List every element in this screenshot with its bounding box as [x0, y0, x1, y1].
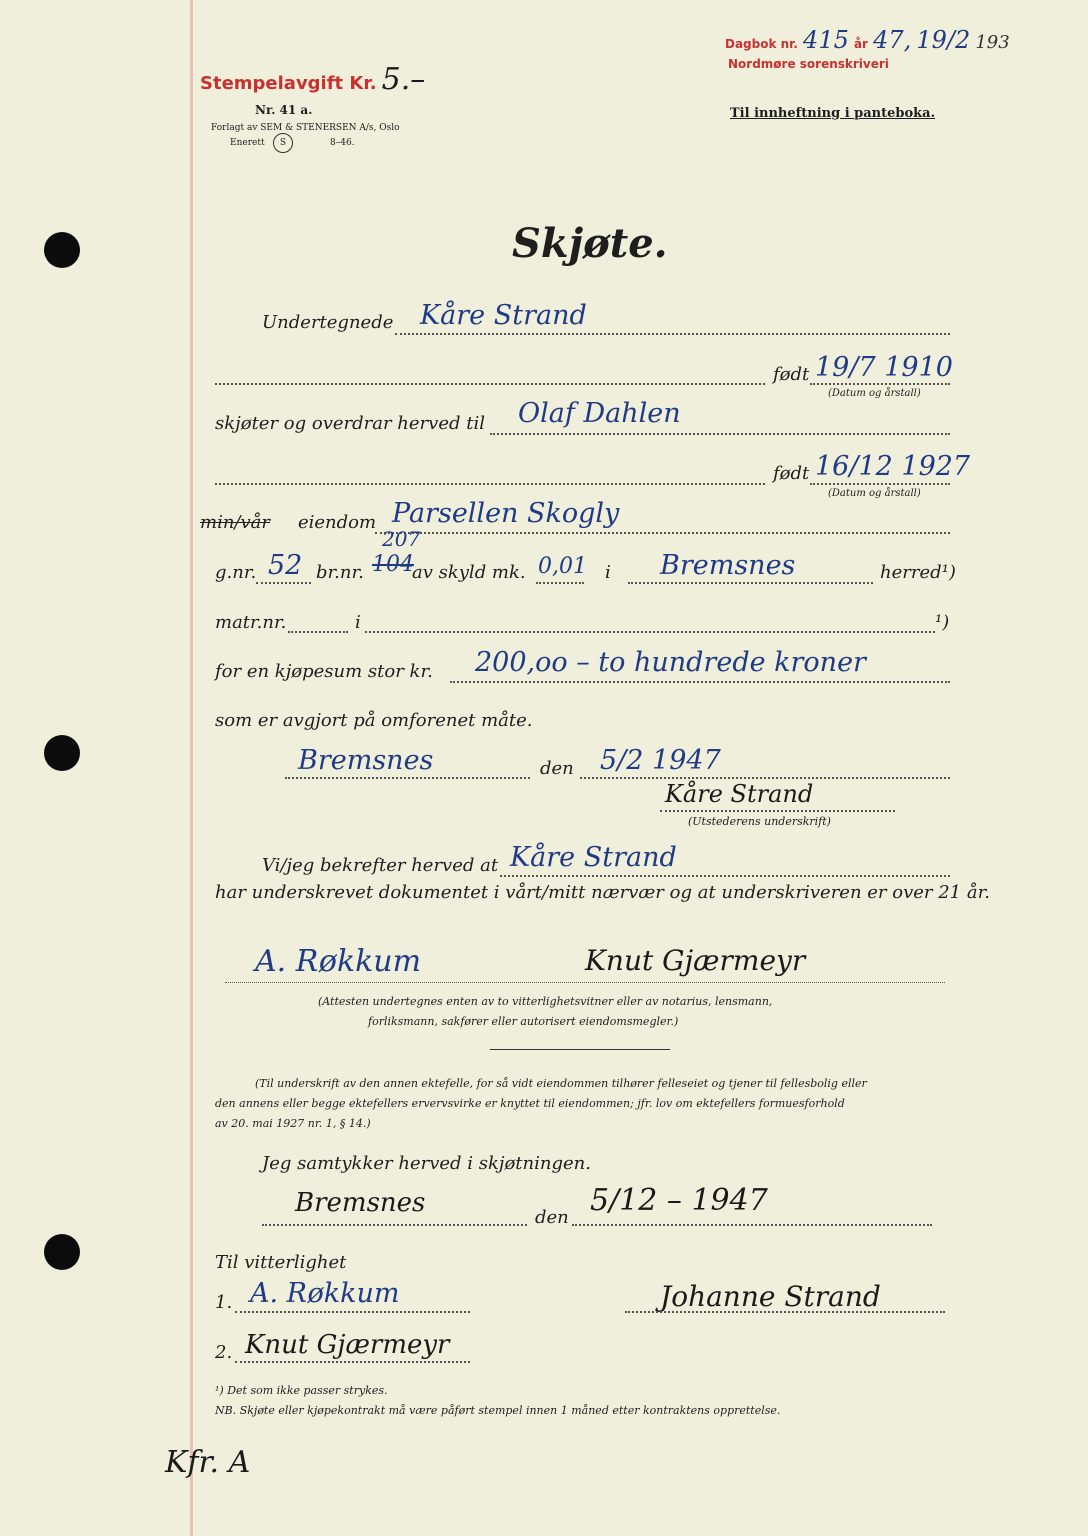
- skyld-value: 0,01: [538, 554, 587, 579]
- consent-witness2-num: 2.: [215, 1342, 233, 1363]
- punch-hole-bottom: [44, 1234, 80, 1270]
- consent-witness1-line: [235, 1311, 470, 1313]
- signature-line: [660, 810, 895, 812]
- matr-in-label: i: [355, 612, 361, 633]
- punch-hole-top: [44, 232, 80, 268]
- seller-born: 19/7 1910: [815, 352, 953, 383]
- page-number: 193: [975, 32, 1010, 53]
- matr-in-line: [365, 631, 935, 633]
- publisher-line1: Forlagt av SEM & STENERSEN A/s, Oslo: [211, 123, 400, 133]
- seller-label: Undertegnede: [262, 312, 394, 333]
- witness-heading: Til vitterlighet: [215, 1252, 347, 1273]
- buyer-born-line: [810, 483, 950, 485]
- bnr-value: 104: [372, 552, 414, 577]
- buyer-name: Olaf Dahlen: [518, 398, 681, 429]
- buyer-date-hint: (Datum og årstall): [828, 488, 921, 499]
- punch-hole-middle: [44, 735, 80, 771]
- matr-suffix: ¹): [935, 612, 950, 633]
- diary-date: 19/2: [916, 26, 971, 54]
- municipality: Bremsnes: [660, 550, 796, 581]
- publisher-line2: Enerett: [230, 138, 265, 148]
- witness-name-line: [500, 875, 950, 877]
- footnote-nb: NB. Skjøte eller kjøpekontrakt må være påført stempel innen 1 måned etter kontraktens opprettelse.: [215, 1404, 781, 1417]
- in-label: i: [605, 562, 611, 583]
- office-stamp: Nordmøre sorenskriveri: [728, 57, 889, 71]
- stamp-fee-label: Stempelavgift Kr.: [200, 73, 377, 94]
- consent-date: 5/12 – 1947: [590, 1183, 768, 1218]
- seller-born-line: [810, 383, 950, 385]
- seller-line-2: [215, 383, 765, 385]
- seller-date-hint: (Datum og årstall): [828, 388, 921, 399]
- matr-line: [288, 631, 348, 633]
- price-label: for en kjøpesum stor kr.: [215, 661, 433, 682]
- price-amount: 200,oo – to hundrede kroner: [475, 647, 866, 678]
- witness-confirmed-name: Kåre Strand: [510, 842, 677, 873]
- signing-place: Bremsnes: [298, 745, 434, 776]
- buyer-born-label: født: [773, 463, 810, 484]
- stamp-fee-value: 5.–: [381, 62, 426, 97]
- property-line: [375, 532, 950, 534]
- buyer-born: 16/12 1927: [815, 451, 971, 482]
- witness-note-line2: forliksmann, sakfører eller autorisert eiendomsmegler.): [368, 1015, 679, 1028]
- spouse-note-line2: den annens eller begge ektefellers ervervsvirke er knyttet til eiendommen; jfr. lov om ektefellers formuesforhold: [215, 1097, 845, 1110]
- signing-den-label: den: [540, 758, 574, 779]
- spouse-signature: Johanne Strand: [660, 1280, 881, 1313]
- form-number: Nr. 41 a.: [255, 103, 313, 117]
- footnote-1: ¹) Det som ikke passer strykes.: [215, 1384, 388, 1397]
- matr-label: matr.nr.: [215, 612, 287, 633]
- publisher-date: 8–46.: [330, 138, 355, 148]
- consent-text: Jeg samtykker herved i skjøtningen.: [262, 1153, 591, 1174]
- municipality-line: [628, 582, 873, 584]
- stamp-fee: [200, 62, 425, 97]
- consent-place: Bremsnes: [295, 1188, 426, 1218]
- witness-note-line1: (Attesten undertegnes enten av to vitterlighetsvitner eller av notarius, lensmann,: [318, 995, 773, 1008]
- skyld-line: [536, 582, 584, 584]
- diary-number: 415: [803, 26, 849, 54]
- spouse-note-line3: av 20. mai 1927 nr. 1, § 14.): [215, 1117, 371, 1130]
- price-line: [450, 681, 950, 683]
- first-witness-signature: A. Røkkum: [255, 944, 422, 979]
- margin-line: [190, 0, 193, 1536]
- witness-prefix: Vi/jeg bekrefter herved at: [262, 855, 499, 876]
- consent-den-label: den: [535, 1207, 569, 1228]
- signature-hint: (Utstederens underskrift): [688, 815, 831, 828]
- witness-signature-line: [225, 982, 945, 983]
- witness-line2: har underskrevet dokumentet i vårt/mitt nærvær og at underskriveren er over 21 år.: [215, 882, 990, 903]
- diary-prefix: Dagbok nr.: [725, 37, 798, 51]
- second-witness-signature: Knut Gjærmeyr: [585, 944, 806, 977]
- buyer-line: [490, 433, 950, 435]
- spouse-note-line1: (Til underskrift av den annen ektefelle, for så vidt eiendommen tilhører felleseiet og tjener til fellesbolig eller: [255, 1077, 867, 1090]
- attachment-note: Til innheftning i panteboka.: [730, 106, 936, 121]
- gnr-line: [256, 582, 311, 584]
- buyer-line-2: [215, 483, 765, 485]
- spouse-signature-line: [625, 1311, 945, 1313]
- gnr-value: 52: [268, 550, 303, 581]
- price-settled: som er avgjort på omforenet måte.: [215, 710, 533, 731]
- consent-date-line: [572, 1224, 932, 1226]
- gnr-label: g.nr.: [215, 562, 257, 583]
- seller-born-label: født: [773, 364, 810, 385]
- municipality-suffix: herred¹): [880, 562, 956, 583]
- property-label: eiendom: [298, 512, 377, 533]
- consent-witness1: A. Røkkum: [250, 1278, 400, 1309]
- consent-witness2-line: [235, 1361, 470, 1363]
- seller-line: [395, 333, 950, 335]
- seller-signature: Kåre Strand: [665, 780, 814, 808]
- property-name: Parsellen Skogly: [392, 498, 620, 529]
- seller-name: Kåre Strand: [420, 300, 587, 331]
- diary-stamp: [725, 26, 1010, 54]
- signing-place-line: [285, 777, 530, 779]
- diary-year-label: år: [853, 37, 868, 51]
- consent-witness2: Knut Gjærmeyr: [245, 1330, 450, 1360]
- buyer-label: skjøter og overdrar herved til: [215, 413, 485, 434]
- owner-prefix: min/vår: [200, 512, 270, 533]
- publisher-logo: S: [273, 133, 293, 153]
- consent-witness1-num: 1.: [215, 1292, 233, 1313]
- bnr-label: br.nr.: [316, 562, 364, 583]
- signing-date-line: [580, 777, 950, 779]
- margin-mark: Kfr. A: [165, 1445, 251, 1480]
- bnr-correction: 207: [382, 527, 421, 551]
- document-title: Skjøte.: [512, 220, 668, 267]
- diary-year: 47,: [873, 26, 912, 54]
- skyld-label: av skyld mk.: [412, 562, 526, 583]
- signing-date: 5/2 1947: [600, 745, 721, 776]
- consent-place-line: [262, 1224, 527, 1226]
- separator-rule: [490, 1049, 670, 1050]
